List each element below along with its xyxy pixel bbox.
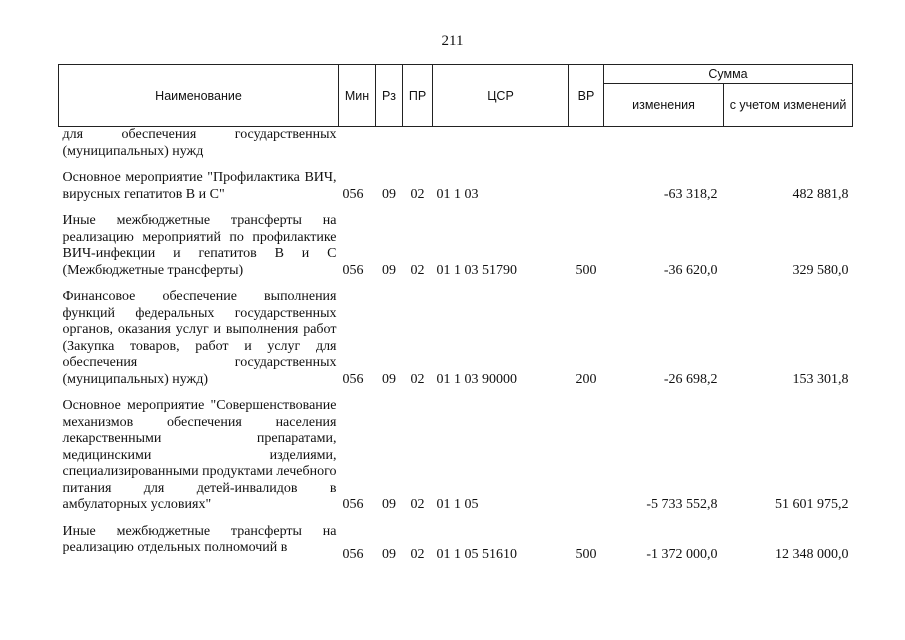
row-name: Иные межбюджетные трансферты на реализацию мероприятий по профилактике ВИЧ-инфекции и гепатитов В и С (Межбюджетные трансферты) <box>62 213 337 278</box>
row-change: -36 620,0 <box>663 262 718 278</box>
row-change: -26 698,2 <box>663 371 718 387</box>
row-pr: 02 <box>410 186 425 202</box>
header-sum: Сумма <box>604 65 853 84</box>
row-min: 056 <box>342 547 364 562</box>
row-change: -1 372 000,0 <box>646 547 718 562</box>
header-csr: ЦСР <box>433 65 569 127</box>
row-pr: 02 <box>410 497 425 512</box>
header-change: изменения <box>604 84 724 127</box>
row-name <box>59 524 339 564</box>
table-header <box>59 65 853 127</box>
row-name: Основное мероприятие "Совершенствование механизмов обеспечения населения лекарственными препаратами, медицинскими изделиями, специализированными продуктами лечебного питания для детей-инвалидов в амбулаторных условиях" <box>62 398 337 512</box>
row-csr: 01 1 05 51610 <box>436 547 517 562</box>
row-rz: 09 <box>382 371 396 387</box>
row-vr <box>569 170 604 203</box>
header-vr: ВР <box>569 65 604 127</box>
row-min: 056 <box>342 371 364 387</box>
row-total: 329 580,0 <box>792 262 849 278</box>
row-total: 51 601 975,2 <box>775 497 849 512</box>
row-vr: 200 <box>575 371 597 387</box>
row-vr <box>569 398 604 514</box>
page-number: 211 <box>441 33 464 49</box>
row-vr: 500 <box>575 262 597 278</box>
row-change: -63 318,2 <box>663 186 718 202</box>
row-total: 482 881,8 <box>792 186 849 202</box>
table-body <box>59 127 853 564</box>
row-min <box>339 127 376 161</box>
table-row <box>59 289 853 388</box>
table-row <box>59 170 853 203</box>
row-csr: 01 1 03 51790 <box>436 262 517 278</box>
row-rz <box>376 127 403 161</box>
row-name: Финансовое обеспечение выполнения функций федеральных государственных органов, оказания услуг и выполнения работ (Закупка товаров, работ и услуг для обеспечения государственных (муниципальных) нужд) <box>62 289 337 387</box>
row-pr: 02 <box>410 371 425 387</box>
row-vr <box>569 127 604 161</box>
row-rz: 09 <box>382 186 396 202</box>
header-pr: ПР <box>403 65 433 127</box>
row-rz: 09 <box>382 547 396 562</box>
row-rz: 09 <box>382 262 396 278</box>
row-total: 153 301,8 <box>792 371 849 387</box>
row-csr: 01 1 05 <box>436 497 479 512</box>
header-min: Мин <box>339 65 376 127</box>
row-change <box>604 127 724 161</box>
row-pr: 02 <box>410 547 425 562</box>
table-row <box>59 127 853 161</box>
row-vr: 500 <box>575 547 597 562</box>
row-change: -5 733 552,8 <box>646 497 718 512</box>
row-pr: 02 <box>410 262 425 278</box>
row-min: 056 <box>342 186 364 202</box>
table-row <box>59 524 853 564</box>
budget-table <box>58 64 853 564</box>
row-name: Основное мероприятие "Профилактика ВИЧ, вирусных гепатитов В и С" <box>62 170 337 202</box>
row-name-text: Иные межбюджетные трансферты на реализацию отдельных полномочий в <box>62 523 337 555</box>
row-pr <box>403 127 433 161</box>
row-rz: 09 <box>382 497 396 512</box>
row-csr: 01 1 03 <box>436 186 479 202</box>
table-row <box>59 213 853 279</box>
header-total: с учетом изменений <box>724 84 853 127</box>
row-total <box>724 127 853 161</box>
header-rz: Рз <box>376 65 403 127</box>
row-min: 056 <box>342 497 364 512</box>
row-name: для обеспечения государственных (муниципальных) нужд <box>62 127 337 159</box>
row-total: 12 348 000,0 <box>775 547 849 562</box>
header-name: Наименование <box>59 65 339 127</box>
row-min: 056 <box>342 262 364 278</box>
table-row <box>59 398 853 514</box>
row-csr: 01 1 03 90000 <box>436 371 517 387</box>
row-csr <box>433 127 569 161</box>
